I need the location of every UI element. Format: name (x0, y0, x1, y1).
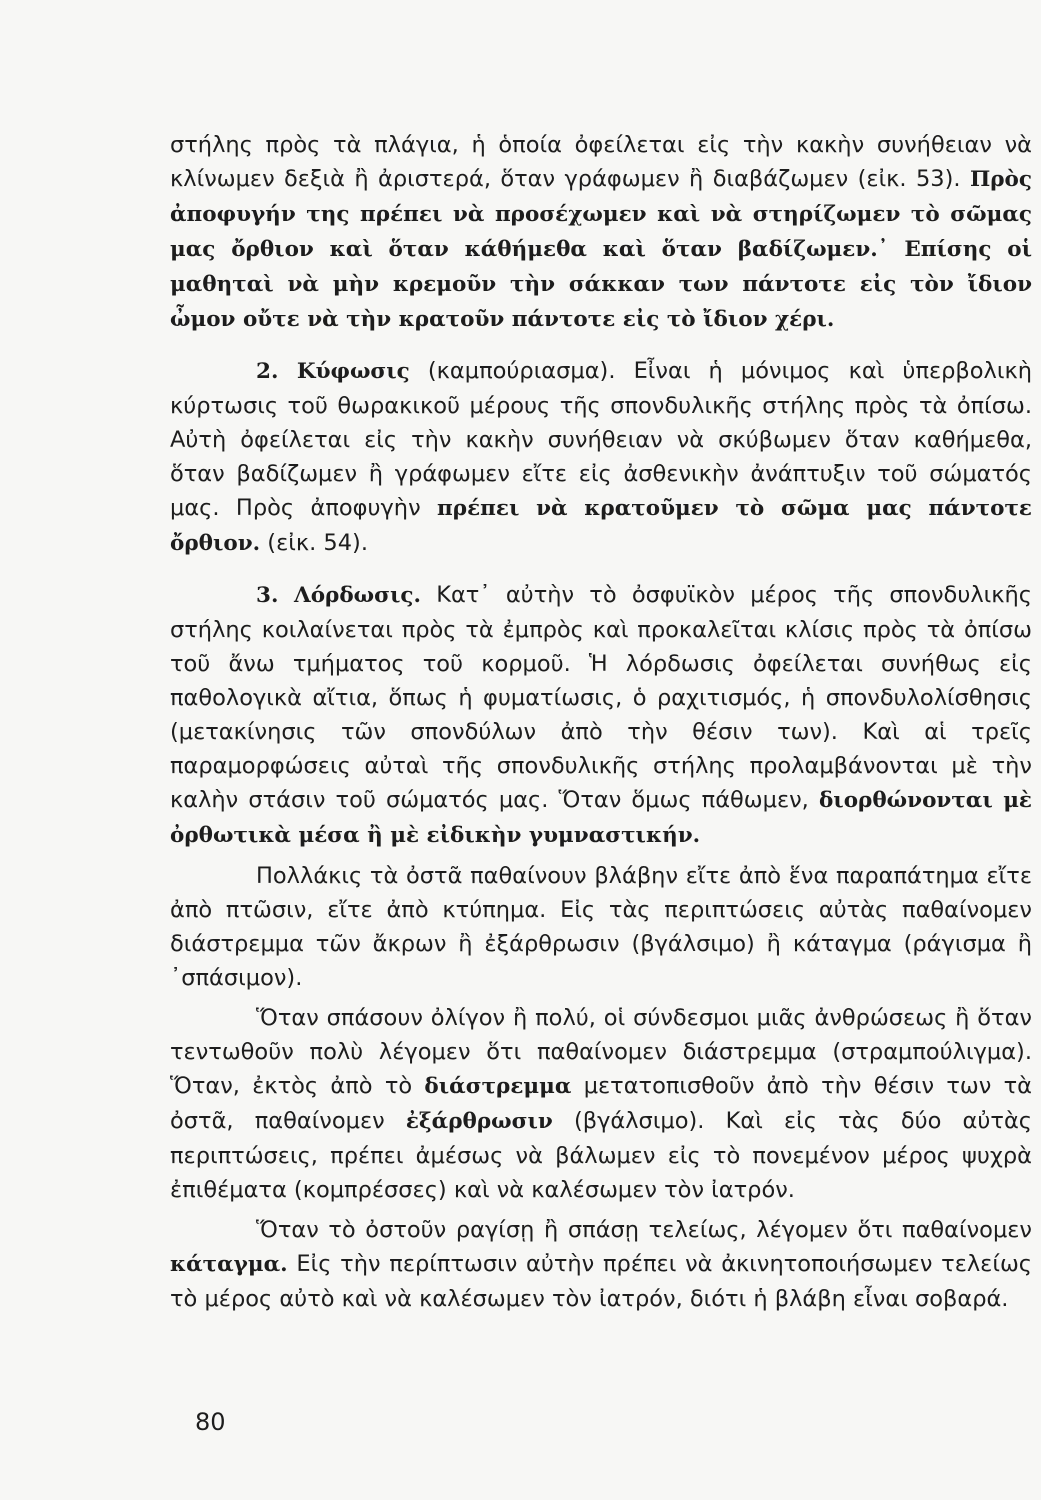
bold-advice: διορθώνονται μὲ ὀρθωτικὰ μέσα ἢ μὲ εἰδικὴν γυμναστικήν. (170, 788, 1032, 848)
paragraph-scoliosis-end (170, 128, 1032, 337)
page-body (170, 128, 1032, 1316)
paragraph-fracture (170, 1213, 1032, 1316)
text-segment: μετατοπισθοῦν ἀπὸ τὴν θέσιν των τὰ ὀστᾶ, παθαίνομεν (170, 1073, 1032, 1134)
text-segment: Κατ᾽ αὐτὴν τὸ ὀσφυϊκὸν μέρος τῆς σπονδυλικῆς στήλης κοιλαίνεται πρὸς τὰ ἐμπρὸς καὶ προκαλεῖται κλίσις πρὸς τὰ ὀπίσω τοῦ ἄνω τμήματος τοῦ κορμοῦ. Ἡ λόρδωσις ὀφείλεται συνήθως εἰς παθολογικὰ αἴτια, ὅπως ἡ φυματίωσις, ὁ ραχιτισμός, ἡ σπονδυλολίσθησις (μετακίνησις τῶν σπονδύλων ἀπὸ τὴν θέσιν των). Καὶ αἱ τρεῖς παραμορφώσεις αὐταὶ τῆς σπονδυλικῆς στήλης προλαμβάνονται μὲ τὴν καλὴν στάσιν τοῦ σώματός μας. Ὅταν ὅμως πάθωμεν, (170, 582, 1032, 813)
text-segment: (εἰκ. 54). (260, 530, 368, 556)
term-dislocation: ἐξάρθρωσιν (405, 1109, 553, 1134)
text-segment: Πολλάκις τὰ ὀστᾶ παθαίνουν βλάβην εἴτε ἀπὸ ἕνα παραπάτημα εἴτε ἀπὸ πτῶσιν, εἴτε ἀπὸ κτύπημα. Εἰς τὰς περιπτώσεις αὐτὰς παθαίνομεν διάστρεμμα τῶν ἄκρων ἢ ἐξάρθρωσιν (βγάλσιμο) ἢ κάταγμα (ράγισμα ἢ ᾽σπάσιμον). (170, 863, 1032, 991)
heading-kyphosis: 2. Κύφωσις (256, 359, 410, 384)
text-segment: Ὅταν σπάσουν ὀλίγον ἢ πολύ, οἱ σύνδεσμοι μιᾶς ἀνθρώσεως ἢ ὅταν τεντωθοῦν πολὺ λέγομεν ὅτι παθαίνομεν διάστρεμμα (στραμπούλιγμα). Ὅταν, ἐκτὸς ἀπὸ τὸ (170, 1005, 1032, 1099)
text-segment: στήλης πρὸς τὰ πλάγια, ἡ ὁποία ὀφείλεται εἰς τὴν κακὴν συνήθειαν νὰ κλίνωμεν δεξιὰ ἢ ἀριστερά, ὅταν γράφωμεν ἢ διαβάζωμεν (εἰκ. 53). (170, 132, 1032, 192)
text-segment: Ὅταν τὸ ὀστοῦν ραγίσῃ ἢ σπάσῃ τελείως, λέγομεν ὅτι παθαίνομεν (256, 1217, 1032, 1243)
term-sprain: διάστρεμμα (424, 1074, 572, 1099)
paragraph-injuries (170, 859, 1032, 995)
text-segment: Εἰς τὴν περίπτωσιν αὐτὴν πρέπει νὰ ἀκινητοποιήσωμεν τελείως τὸ μέρος αὐτὸ καὶ νὰ καλέσωμεν τὸν ἰατρόν, διότι ἡ βλάβη εἶναι σοβαρά. (170, 1251, 1032, 1312)
text-segment: (βγάλσιμο). Καὶ εἰς τὰς δύο αὐτὰς περιπτώσεις, πρέπει ἀμέσως νὰ βάλωμεν εἰς τὸ πονεμένον μέρος ψυχρὰ ἐπιθέματα (κομπρέσσες) καὶ νὰ καλέσωμεν τὸν ἰατρόν. (170, 1108, 1032, 1203)
text-segment: (καμπούριασμα). Εἶναι ἡ μόνιμος καὶ ὑπερβολικὴ κύρτωσις τοῦ θωρακικοῦ μέρους τῆς σπονδυλικῆς στήλης πρὸς τὰ ὀπίσω. Αὐτὴ ὀφείλεται εἰς τὴν κακὴν συνήθειαν νὰ σκύβωμεν ὅταν καθήμεθα, ὅταν βαδίζωμεν ἢ γράφωμεν εἴτε εἰς ἀσθενικὴν ἀνάπτυξιν τοῦ σώματός μας. Πρὸς ἀποφυγὴν (170, 358, 1033, 521)
page-number: 80 (195, 1408, 226, 1436)
term-fracture: κάταγμα. (170, 1252, 288, 1277)
bold-advice: Πρὸς ἀποφυγήν της πρέπει νὰ προσέχωμεν καὶ νὰ στηρίζωμεν τὸ σῶμας μας ὄρθιον καὶ ὅταν κάθήμεθα καὶ ὅταν βαδίζωμεν.᾽ Επίσης οἱ μαθηταὶ νὰ μὴν κρεμοῦν τὴν σάκκαν των πάντοτε εἰς τὸν ἴδιον ὦμον οὔτε νὰ τὴν κρατοῦν πάντοτε εἰς τὸ ἴδιον χέρι. (170, 167, 1032, 332)
paragraph-kyphosis (170, 354, 1032, 561)
bold-advice: πρέπει νὰ κρατοῦμεν τὸ σῶμα μας πάντοτε ὄρθιον. (170, 496, 1032, 556)
paragraph-sprain-dislocation (170, 1001, 1032, 1207)
heading-lordosis: 3. Λόρδωσις. (256, 583, 421, 608)
paragraph-lordosis (170, 578, 1032, 853)
